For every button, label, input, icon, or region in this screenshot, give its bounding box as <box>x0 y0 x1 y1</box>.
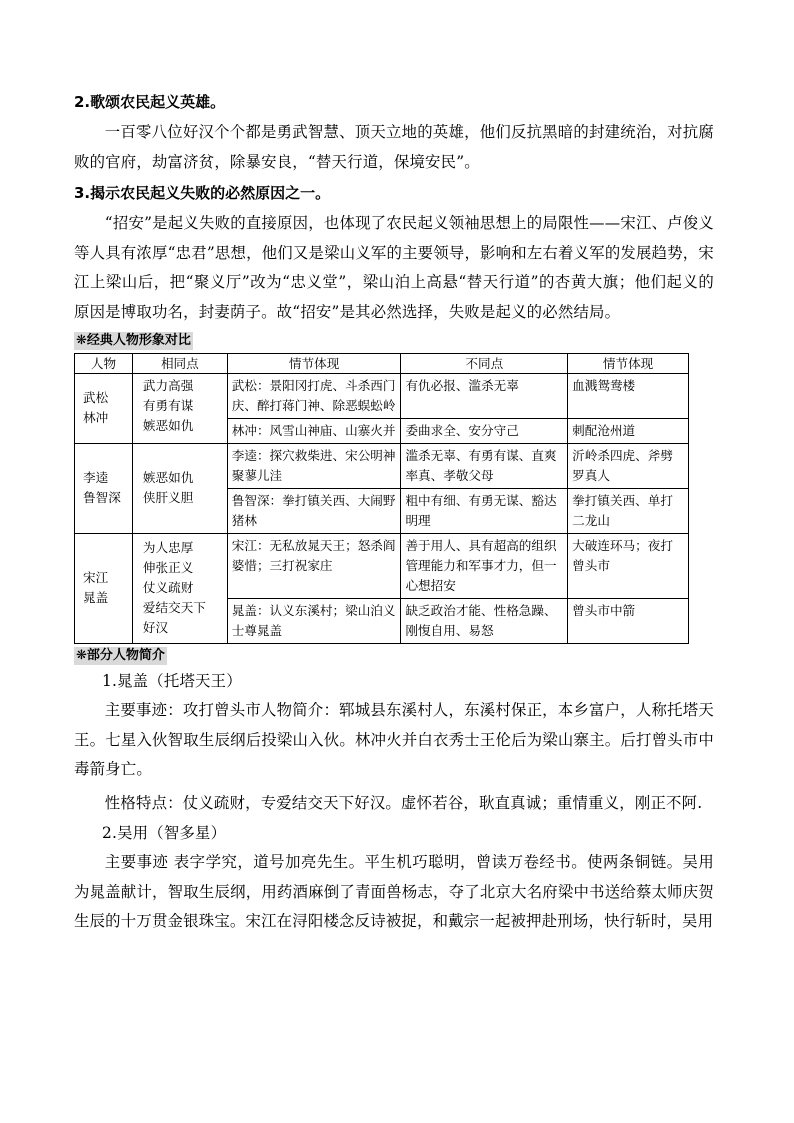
table-row <box>75 443 689 488</box>
intro1-deeds: 主要事迹：攻打曾头市人物简介：郓城县东溪村人，东溪村保正，本乡富户，人称托塔天王。七星入伙智取生辰纲后投梁山入伙。林冲火并白衣秀士王伦后为梁山寨主。后打曾头市中毒箭身亡。 <box>74 701 714 779</box>
same-trait: 武力高强 <box>142 377 194 393</box>
section2-body: 一百零八位好汉个个都是勇武智慧、顶天立地的英雄，他们反抗黑暗的封建统治，对抗腐败的官府，劫富济贫，除暴安良，“替天行道，保境安民”。 <box>74 123 714 171</box>
header-cell: 情节体现 <box>568 353 689 373</box>
intro2-heading: 2.吴用（智多星） <box>102 823 227 842</box>
intro-title: ❋部分人物简介 <box>76 647 165 663</box>
diff-cell: 粗中有细、有勇无谋、豁达明理 <box>401 488 568 533</box>
plot-cell: 宋江：无私放晁天王；怒杀阎婆惜；三打祝家庄 <box>227 533 401 598</box>
same-trait: 好汉 <box>142 620 169 636</box>
header-cell: 不同点 <box>401 353 568 373</box>
same-trait: 为人忠厚 <box>142 540 194 556</box>
table-row <box>75 533 689 598</box>
same-trait: 伸张正义 <box>142 560 194 576</box>
section3-body: “招安”是起义失败的直接原因，也体现了农民起义领袖思想上的局限性——宋江、卢俊义等人具有浓厚“忠君”思想，他们又是梁山义军的主要领导，影响和左右着义军的发展趋势，宋江上梁山后，把“聚义厅”改为“忠义堂”，梁山泊上高悬“替天行道”的杏黄大旗；他们起义的原因是博取功名，封妻荫子。故“招安”是其必然选择，失败是起义的必然结局。 <box>74 214 714 321</box>
document-page <box>74 92 714 937</box>
character-name: 武松 <box>83 390 109 406</box>
character-name: 晁盖 <box>83 590 109 606</box>
same-cell <box>132 373 227 443</box>
section2-heading: 2.歌颂农民起义英雄。 <box>74 93 226 111</box>
character-name: 宋江 <box>83 570 109 586</box>
same-trait: 爱结交天下 <box>142 600 206 616</box>
same-cell <box>132 533 227 643</box>
compare-title: ❋经典人物形象对比 <box>76 332 191 348</box>
diff-cell: 缺乏政治才能、性格急躁、刚愎自用、易怒 <box>401 598 568 643</box>
intro2-deeds: 主要事迹 表字学究，道号加亮先生。平生机巧聪明，曾读万卷经书。使两条铜链。吴用为晁盖献计，智取生辰纲，用药酒麻倒了青面兽杨志，夺了北京大名府梁中书送给蔡太师庆贺生辰的十万贯金银珠宝。宋江在浔阳楼念反诗被捉，和戴宗一起被押赴刑场，快行斩时，吴用 <box>74 853 714 931</box>
same-trait: 嫉恶如仇 <box>142 470 194 486</box>
names-cell <box>75 373 133 443</box>
same-trait: 仗义疏财 <box>142 580 194 596</box>
intro1-heading: 1.晁盖（托塔天王） <box>102 671 242 690</box>
plot-cell: 晁盖：认义东溪村；梁山泊义士尊晁盖 <box>227 598 401 643</box>
same-cell <box>132 443 227 533</box>
compare-table <box>74 353 689 644</box>
header-cell: 相同点 <box>132 353 227 373</box>
diff-cell: 有仇必报、滥杀无辜 <box>401 373 568 418</box>
plot-cell: 林冲：风雪山神庙、山寨火并 <box>227 418 401 443</box>
plot-cell: 武松：景阳冈打虎、斗杀西门庆、醉打蒋门神、除恶蜈蚣岭 <box>227 373 401 418</box>
header-cell: 情节体现 <box>227 353 401 373</box>
table-row <box>75 373 689 418</box>
intro1-traits: 性格特点：仗义疏财，专爱结交天下好汉。虚怀若谷，耿直真诚；重情重义，刚正不阿. <box>104 793 703 812</box>
same-trait: 嫉恶如仇 <box>142 417 194 433</box>
character-name: 鲁智深 <box>83 490 121 506</box>
same-trait: 侠肝义胆 <box>142 490 194 506</box>
character-name: 李逵 <box>83 470 109 486</box>
plot-cell: 李逵：探穴救柴进、宋公明神聚蓼儿洼 <box>227 443 401 488</box>
plot2-cell: 大破连环马；夜打曾头市 <box>568 533 689 598</box>
diff-cell: 委曲求全、安分守己 <box>401 418 568 443</box>
table-header-row <box>75 353 689 373</box>
header-cell: 人物 <box>75 353 133 373</box>
plot2-cell: 刺配沧州道 <box>568 418 689 443</box>
diff-cell: 善于用人、具有超高的组织管理能力和军事才力，但一心想招安 <box>401 533 568 598</box>
names-cell <box>75 443 133 533</box>
same-trait: 有勇有谋 <box>142 397 194 413</box>
plot2-cell: 拳打镇关西、单打二龙山 <box>568 488 689 533</box>
plot2-cell: 曾头市中箭 <box>568 598 689 643</box>
plot-cell: 鲁智深：拳打镇关西、大闹野猪林 <box>227 488 401 533</box>
character-name: 林冲 <box>83 410 109 426</box>
diff-cell: 滥杀无辜、有勇有谋、直爽率真、孝敬父母 <box>401 443 568 488</box>
section3-heading: 3.揭示农民起义失败的必然原因之一。 <box>74 184 331 203</box>
plot2-cell: 血溅鸳鸯楼 <box>568 373 689 418</box>
plot2-cell: 沂岭杀四虎、斧劈罗真人 <box>568 443 689 488</box>
names-cell <box>75 533 133 643</box>
